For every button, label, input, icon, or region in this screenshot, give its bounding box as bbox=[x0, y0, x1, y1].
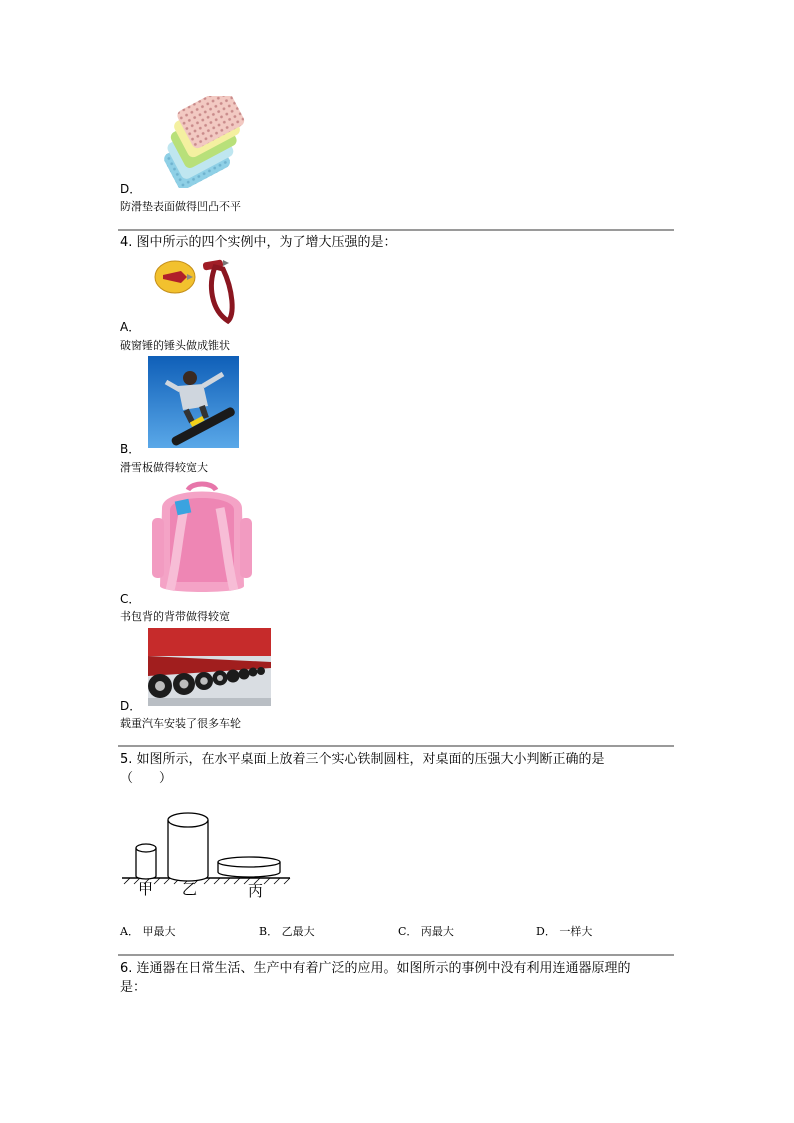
q5-choice-b: B． 乙最大 bbox=[259, 925, 315, 938]
cylinders-figure bbox=[120, 806, 292, 902]
q5-stem: 5. 如图所示，在水平桌面上放着三个实心铁制圆柱，对桌面的压强大小判断正确的是 bbox=[120, 752, 605, 767]
pink-backpack-image bbox=[148, 478, 256, 598]
q5-choice-a: A． 甲最大 bbox=[120, 925, 176, 938]
q4-option-c-letter: C． bbox=[120, 592, 141, 606]
emergency-hammer-image bbox=[153, 255, 243, 327]
q4-option-a-letter: A． bbox=[120, 320, 141, 334]
q6-stem-line2: 是： bbox=[120, 980, 147, 995]
heavy-truck-wheels-image bbox=[148, 628, 271, 706]
q4-option-a-caption: 破窗锤的锤头做成锥状 bbox=[120, 339, 230, 352]
section-divider bbox=[118, 954, 674, 956]
q4-option-b-letter: B． bbox=[120, 442, 141, 456]
non-slip-mat-image bbox=[150, 96, 254, 188]
q4-option-c-caption: 书包背的背带做得较宽 bbox=[120, 610, 230, 623]
section-divider bbox=[118, 229, 674, 231]
q5-choice-c: C． 丙最大 bbox=[398, 925, 454, 938]
q5-answer-paren: （ ） bbox=[120, 771, 173, 786]
q6-stem-line1: 6. 连通器在日常生活、生产中有着广泛的应用。如图所示的事例中没有利用连通器原理的 bbox=[120, 961, 631, 976]
q4-option-d-letter: D． bbox=[120, 699, 142, 713]
cylinder-label-jia: 甲 bbox=[138, 880, 154, 898]
q4-stem: 4. 图中所示的四个实例中，为了增大压强的是： bbox=[120, 235, 397, 250]
cylinder-label-yi: 乙 bbox=[182, 880, 198, 898]
q3-option-d-caption: 防滑垫表面做得凹凸不平 bbox=[120, 200, 241, 213]
snowboarder-image bbox=[148, 356, 239, 448]
section-divider bbox=[118, 745, 674, 747]
q4-option-d-caption: 载重汽车安装了很多车轮 bbox=[120, 717, 241, 730]
q5-choice-d: D． 一样大 bbox=[536, 925, 593, 938]
cylinder-label-bing: 丙 bbox=[248, 882, 264, 900]
q3-option-d-letter: D． bbox=[120, 182, 142, 196]
q4-option-b-caption: 滑雪板做得较宽大 bbox=[120, 461, 208, 474]
